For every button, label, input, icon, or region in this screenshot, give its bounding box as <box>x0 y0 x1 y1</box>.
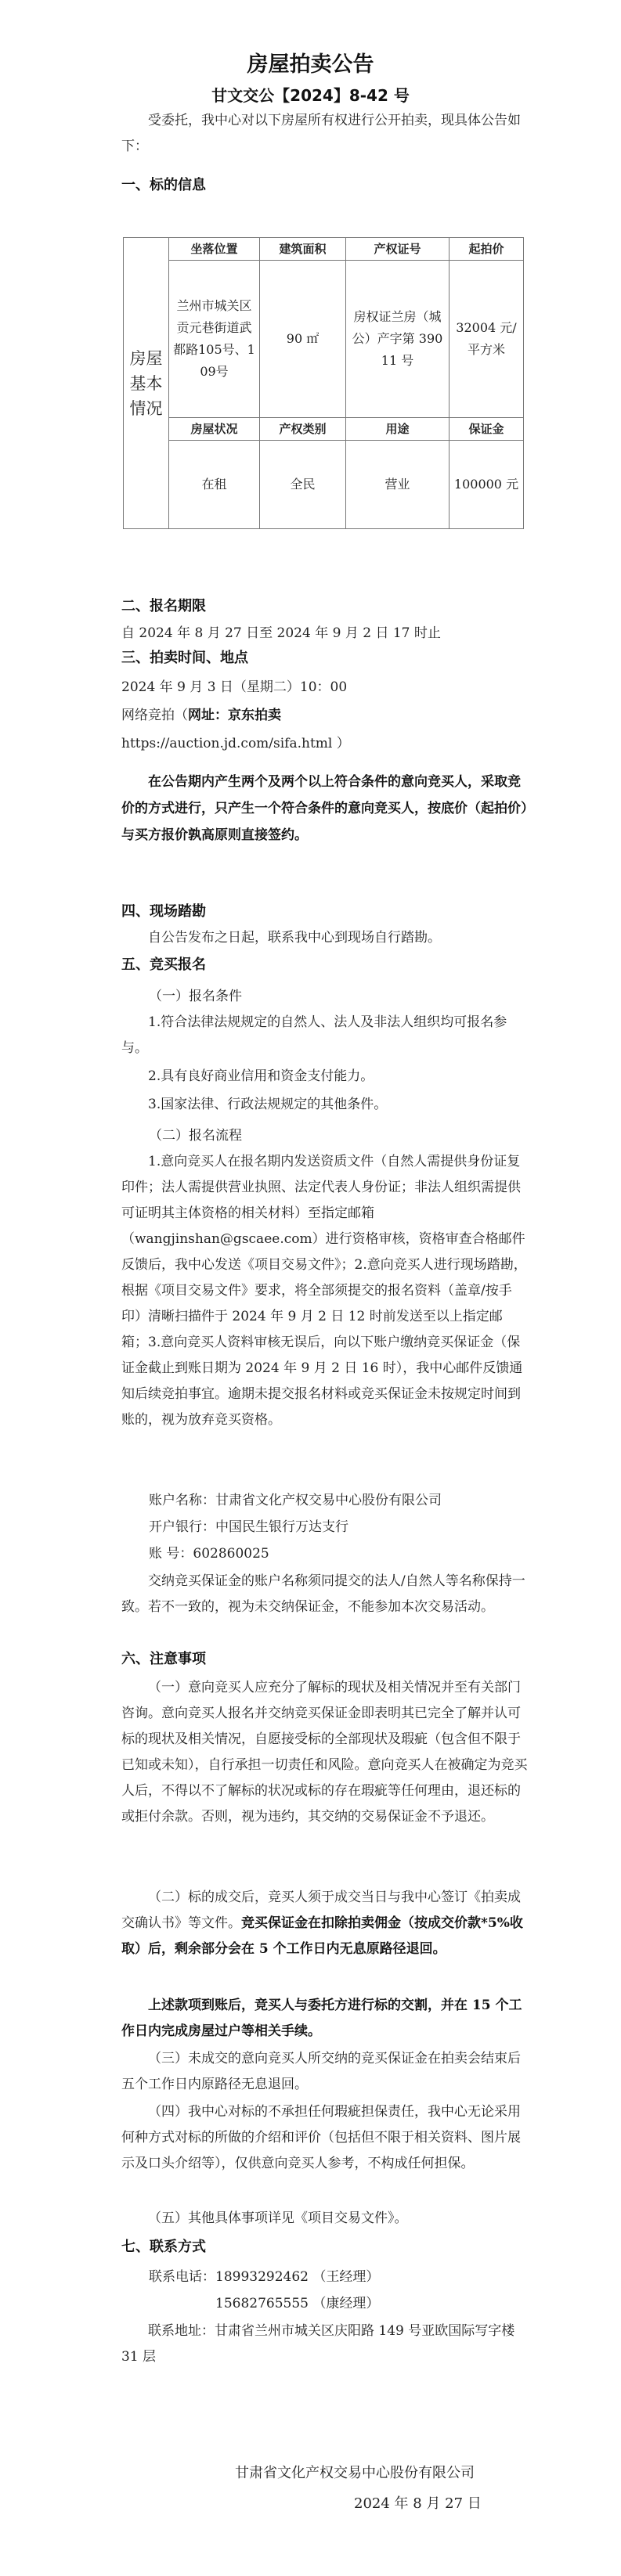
section3-heading: 三、拍卖时间、地点 <box>121 650 248 666</box>
section1-heading: 一、标的信息 <box>121 177 206 193</box>
header-status: 房屋状况 <box>169 418 260 441</box>
header-starting-price: 起拍价 <box>450 238 524 261</box>
signature-date: 2024 年 8 月 27 日 <box>354 2495 482 2512</box>
header-usage: 用途 <box>346 418 450 441</box>
cell-usage: 营业 <box>346 441 450 529</box>
condition-1: 1.符合法律法规规定的自然人、法人及非法人组织均可报名参与。 <box>121 1014 507 1056</box>
account-number: 账 号：602860025 <box>149 1546 269 1562</box>
auction-url[interactable]: https://auction.jd.com/sifa.html ） <box>121 736 350 751</box>
document-number: 甘文交公【2024】8-42 号 <box>211 86 410 105</box>
cell-location: 兰州市城关区贡元巷街道武都路105号、109号 <box>169 261 260 418</box>
notice-item-3: （三）未成交的意向竞买人所交纳的竞买保证金在拍卖会结束后五个工作日内原路径无息退回。 <box>121 2051 521 2092</box>
signature-organization: 甘肃省文化产权交易中心股份有限公司 <box>235 2465 475 2481</box>
registration-process-text: 1.意向竞买人在报名期内发送资质文件（自然人需提供身份证复印件；法人需提供营业执照、法定代表人身份证；非法人组织需提供可证明其主体资格的相关材料）至指定邮箱（wangjinshan@gscaee.com）进行资格审核，资格审查合格邮件反馈后，我中心发送《项目交易文件》；2.意向竞买人进行现场踏勘，根据《项目交易文件》要求，将全部须提交的报名资料（盖章/按手印）清晰扫描件于 2024 年 9 月 2 日 12 时前发送至以上指定邮箱；3.意向竞买人资料审核无误后，向以下账户缴纳竞买保证金（保证金截止到账日期为 2024 年 9 月 2 日 16 时），我中心邮件反馈通知后续竞拍事宜。逾期未提交报名材料或竞买保证金未按规定时间到账的，视为放弃竞买资格。 <box>121 1154 527 1428</box>
notice-item-4: （四）我中心对标的不承担任何瑕疵担保责任，我中心无论采用何种方式对标的所做的介绍和评价（包括但不限于相关资料、图片展示及口头介绍等），仅供意向竞买人参考，不构成任何担保。 <box>121 2104 521 2171</box>
intro-paragraph: 受委托，我中心对以下房屋所有权进行公开拍卖，现具体公告如下： <box>121 113 521 154</box>
header-location: 坐落位置 <box>169 238 260 261</box>
section5-heading: 五、竞买报名 <box>121 957 206 973</box>
section2-heading: 二、报名期限 <box>121 598 206 614</box>
bank-name: 开户银行：中国民生银行万达支行 <box>149 1519 348 1535</box>
header-property-type: 产权类别 <box>260 418 346 441</box>
header-certificate: 产权证号 <box>346 238 450 261</box>
section7-heading: 七、联系方式 <box>121 2239 206 2255</box>
notice-item-1: （一）意向竞买人应充分了解标的现状及相关情况并至有关部门咨询。意向竞买人报名并交纳竞买保证金即表明其已完全了解并认可标的现状及相关情况，自愿接受标的全部现状及瑕疵（包含但不限于已知或未知），自行承担一切责任和风险。意向竞买人在被确定为竞买人后，不得以不了解标的状况或标的存在瑕疵等任何理由，退还标的或拒付余款。否则，视为违约，其交纳的交易保证金不予退还。 <box>121 1680 528 1825</box>
auction-platform: 网络竞拍（网址：京东拍卖 <box>121 708 281 723</box>
site-inspection-text: 自公告发布之日起，联系我中心到现场自行踏勘。 <box>148 930 441 946</box>
property-info-table <box>123 237 524 529</box>
cell-certificate: 房权证兰房（城公）产字第 39011 号 <box>346 261 450 418</box>
condition-3: 3.国家法律、行政法规规定的其他条件。 <box>148 1097 388 1112</box>
cell-deposit: 100000 元 <box>450 441 524 529</box>
cell-area: 90 ㎡ <box>260 261 346 418</box>
registration-period: 自 2024 年 8 月 27 日至 2024 年 9 月 2 日 17 时止 <box>121 625 441 641</box>
condition-2: 2.具有良好商业信用和资金支付能力。 <box>148 1068 374 1084</box>
header-area: 建筑面积 <box>260 238 346 261</box>
table-side-label: 房屋基本情况 <box>124 238 169 529</box>
deposit-refund-rule: 竞买保证金在扣除拍卖佣金（按成交价款*5%收取）后，剩余部分会在 5 个工作日内无息原路径退回。 <box>121 1915 523 1957</box>
section4-heading: 四、现场踏勘 <box>121 903 206 920</box>
account-note: 交纳竞买保证金的账户名称须同提交的法人/自然人等名称保持一致。若不一致的，视为未交纳保证金，不能参加本次交易活动。 <box>121 1573 525 1615</box>
cell-property-type: 全民 <box>260 441 346 529</box>
contact-phone-2: 15682765555 （康经理） <box>215 2296 380 2311</box>
registration-process-title: （二）报名流程 <box>149 1128 242 1144</box>
cell-status: 在租 <box>169 441 260 529</box>
contact-address: 联系地址：甘肃省兰州市城关区庆阳路 149 号亚欧国际写字楼 31 层 <box>121 2323 515 2365</box>
account-name: 账户名称：甘肃省文化产权交易中心股份有限公司 <box>149 1493 442 1508</box>
header-deposit: 保证金 <box>450 418 524 441</box>
bidding-rule-note: 在公告期内产生两个及两个以上符合条件的意向竞买人，采取竞价的方式进行，只产生一个符合条件的意向竞买人，按底价（起拍价）与买方报价孰高原则直接签约。 <box>121 774 528 843</box>
cell-starting-price: 32004 元/平方米 <box>450 261 524 418</box>
auction-time: 2024 年 9 月 3 日（星期二）10：00 <box>121 679 348 695</box>
notice-item-5: （五）其他具体事项详见《项目交易文件》。 <box>148 2210 408 2226</box>
platform-name: 网址：京东拍卖 <box>188 708 281 723</box>
page-title: 房屋拍卖公告 <box>247 52 374 77</box>
transfer-rule: 上述款项到账后，竞买人与委托方进行标的交割，并在 15 个工作日内完成房屋过户等相关手续。 <box>121 1998 522 2039</box>
section6-heading: 六、注意事项 <box>121 1651 206 1667</box>
contact-phone-1: 联系电话：18993292462 （王经理） <box>149 2269 380 2285</box>
registration-conditions-title: （一）报名条件 <box>149 989 242 1004</box>
notice-item-2: （二）标的成交后，竞买人须于成交当日与我中心签订《拍卖成交确认书》等文件。竞买保证金在扣除拍卖佣金（按成交价款*5%收取）后，剩余部分会在 5 个工作日内无息原路径退回。 <box>121 1890 523 1957</box>
